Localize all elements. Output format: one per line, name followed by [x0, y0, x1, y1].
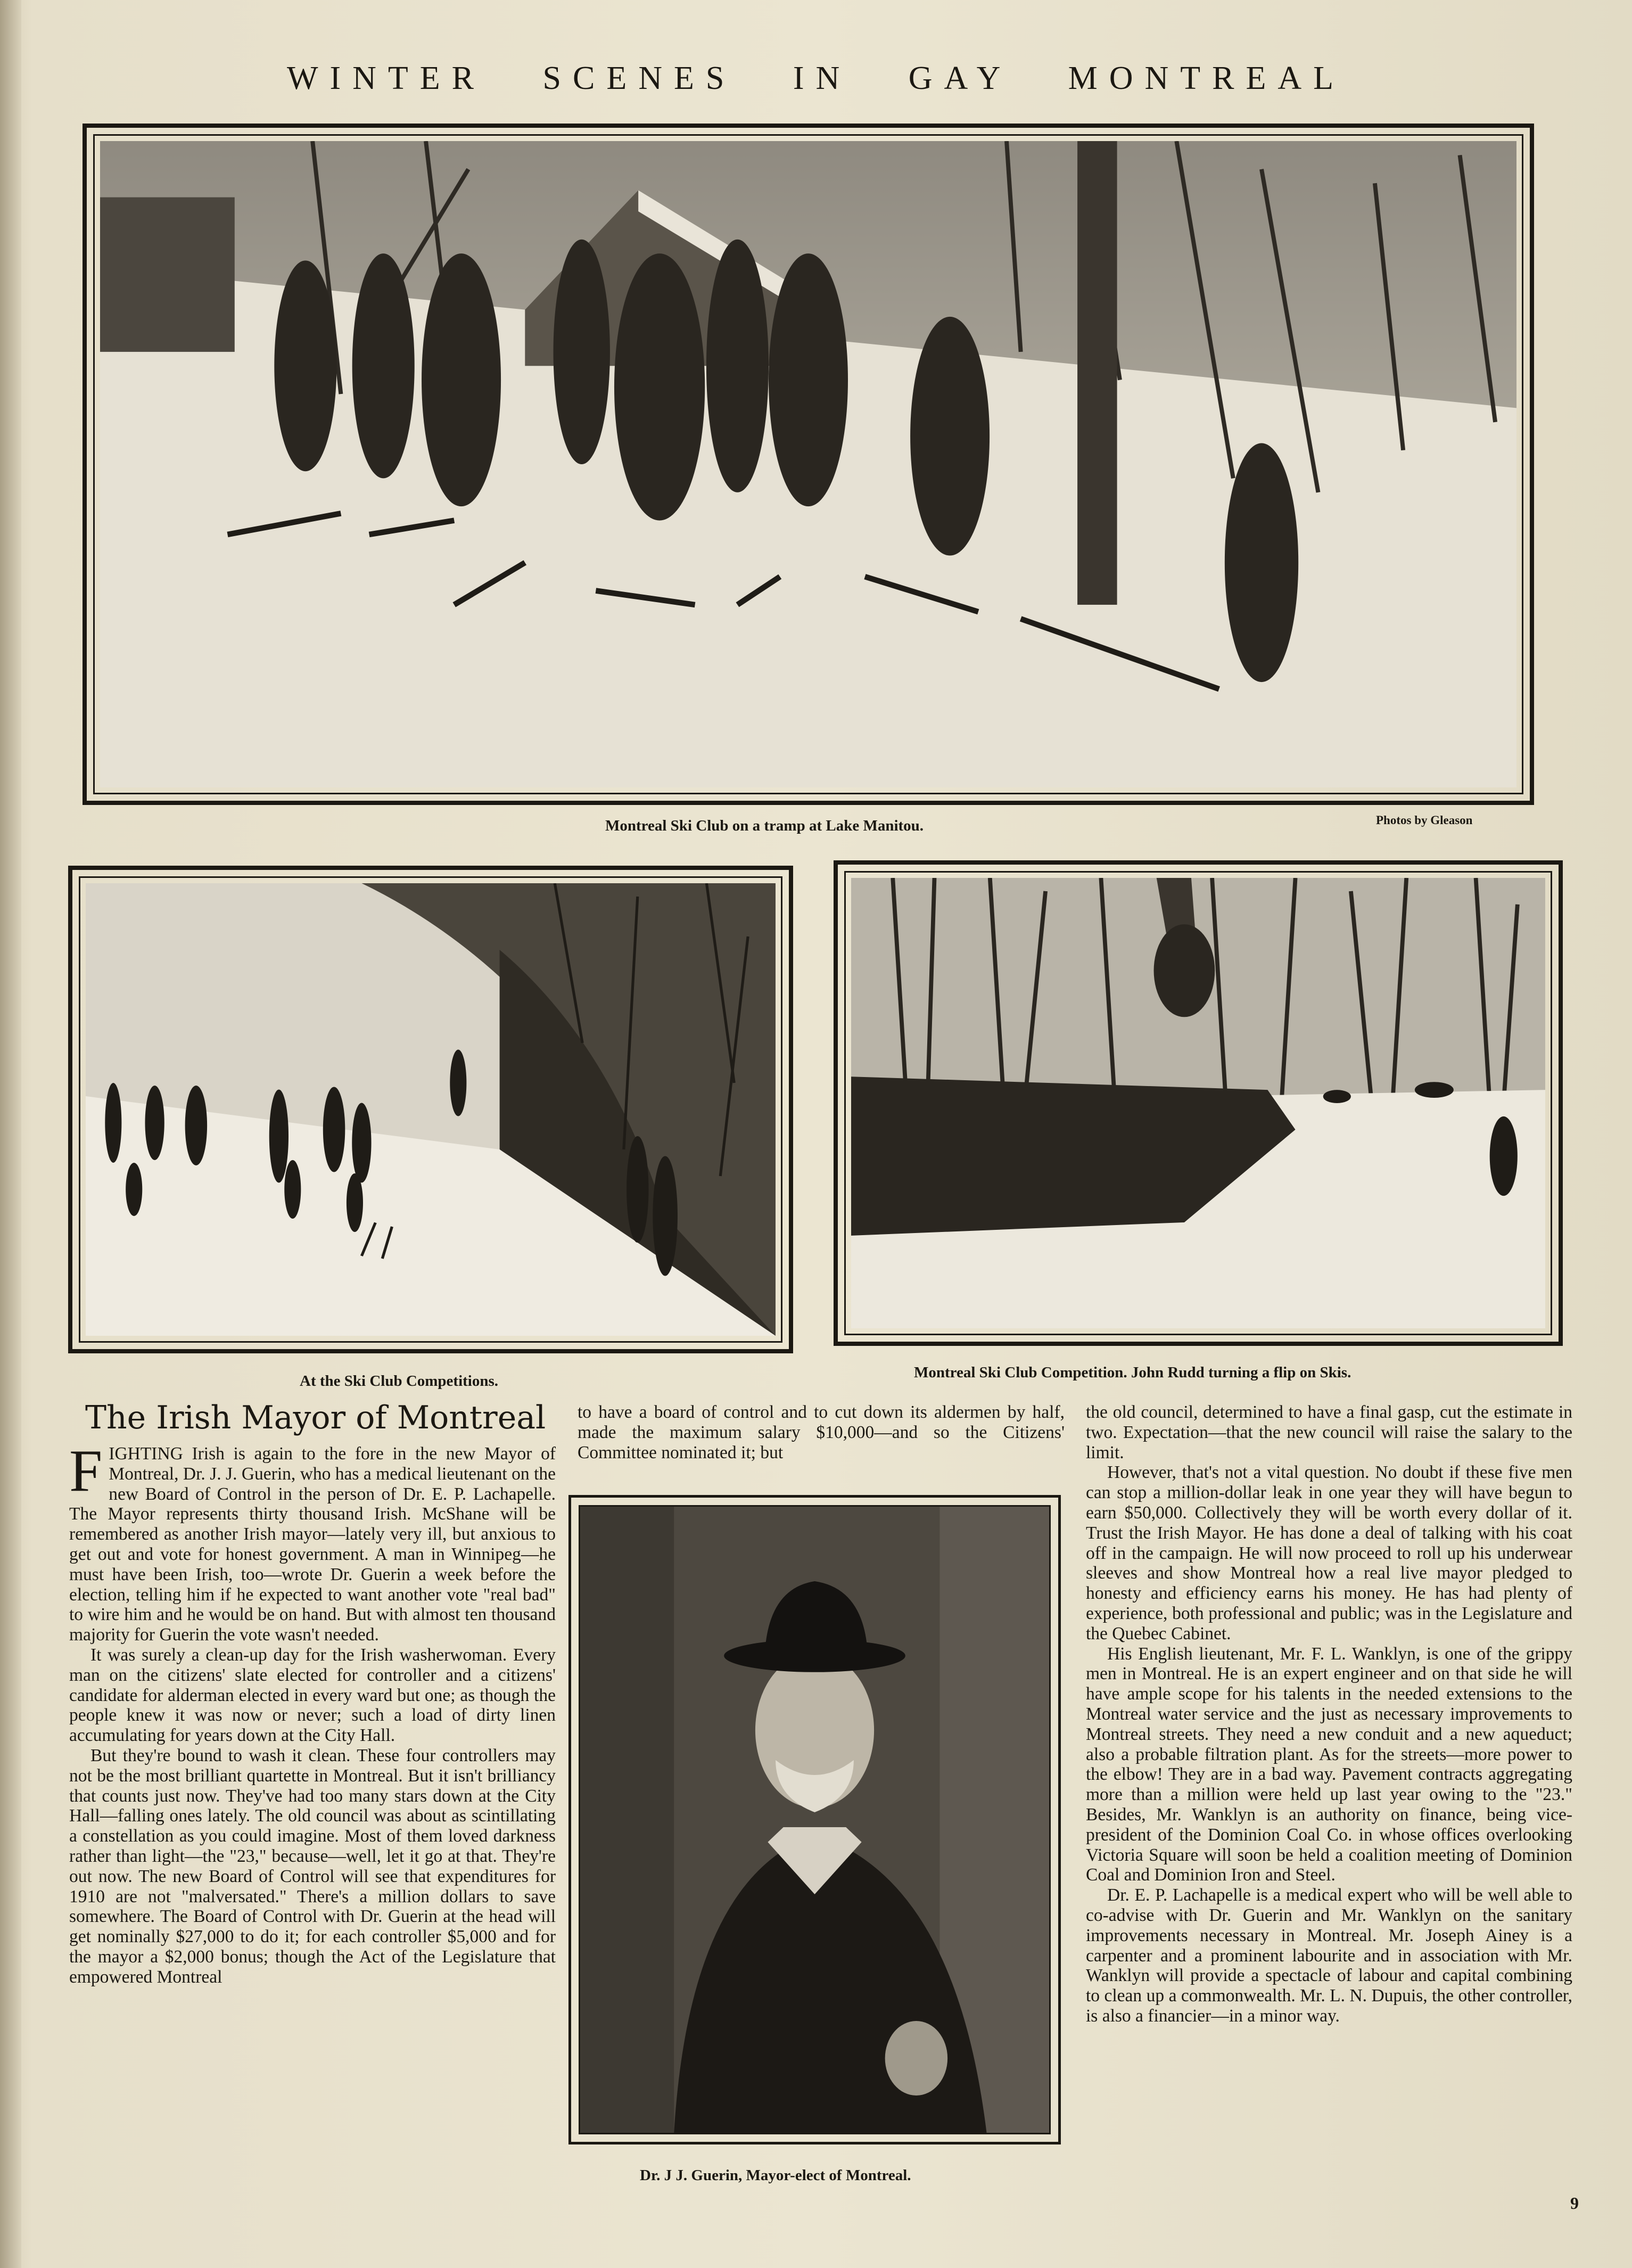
right-photo-caption: Montreal Ski Club Competition. John Rudd turning a flip on Skis.: [914, 1364, 1351, 1381]
article-column-3: [1086, 1402, 1572, 2026]
ski-club-tramp-photo: [100, 141, 1516, 787]
article-paragraph: the old council, determined to have a final gasp, cut the estimate in two. Expectation—that the new council will raise the salary to the limit.: [1086, 1402, 1572, 1462]
ski-flip-photo: [851, 878, 1545, 1328]
top-photo-frame: [83, 124, 1534, 805]
right-photo-frame: [834, 860, 1563, 1346]
portrait-frame: [568, 1495, 1061, 2144]
article-paragraph: It was surely a clean-up day for the Irish washerwoman. Every man on the citizens' slate elected for controller and a citizens' candidate for alderman elected in every ward but one; as though the people knew it was now or never; such a load of dirty linen accumulating for years down at the City Hall.: [69, 1645, 556, 1746]
article-title: The Irish Mayor of Montreal: [85, 1399, 546, 1436]
page-number: 9: [1570, 2193, 1579, 2213]
page-spine-shadow: [0, 0, 21, 2268]
article-column-2: [578, 1402, 1065, 1462]
article-paragraph: But they're bound to wash it clean. These four controllers may not be the most brilliant quartette in Montreal. But it isn't brilliancy that counts just now. They've had too many stars down at the City Hall—falling ones lately. The old council was about as scintillating a constellation as you could imagine. Most of them loved darkness rather than light—the "23," because—well, let it go at that. They're out now. The new Board of Control will see that expenditures for 1910 are not "malversated." There's a million dollars to save somewhere. The Board of Control with Dr. Guerin at the head will get nominally $27,000 to do it; for each controller $5,000 and for the mayor a $2,000 bonus; though the Act of the Legislature that empowered Montreal: [69, 1745, 556, 1987]
photo-credit: Photos by Gleason: [1376, 813, 1473, 827]
article-paragraph: His English lieutenant, Mr. F. L. Wanklyn, is one of the grippy men in Montreal. He is an expert engineer and on that side he will have ample scope for his talents in the needed extensions to the Montreal water service and the just as necessary improvements to Montreal streets. They need a new conduit and a new aqueduct; also a probable filtration plant. As for the streets—more power to the elbow! They are in a bad way. Pavement contracts aggregating more than a million were held up last year owing to the "23." Besides, Mr. Wanklyn is an authority on finance, being vice-president of the Dominion Coal Co. in whose offices overlooking Victoria Square will soon be held a coalition meeting of Dominion Coal and Dominion Iron and Steel.: [1086, 1644, 1572, 1885]
article-paragraph: to have a board of control and to cut down its aldermen by half, made the maximum salary $10,000—and so the Citizens' Committee nominated it; but: [578, 1402, 1065, 1462]
portrait-caption: Dr. J J. Guerin, Mayor-elect of Montreal.: [640, 2167, 911, 2184]
drop-cap: F: [69, 1438, 103, 1504]
article-paragraph: FIGHTING Irish is again to the fore in the new Mayor of Montreal, Dr. J. J. Guerin, who has a medical lieutenant on the new Board of Control in the person of Dr. E. P. Lachapelle. The Mayor represents thirty thousand Irish. McShane will be remembered as another Irish mayor—lately very ill, but anxious to get out and vote for honest government. A man in Winnipeg—he must have been Irish, too—wrote Dr. Guerin a week before the election, telling him if he expected to want another vote "real bad" to wire him and he would be on hand. But with almost ten thousand majority for Guerin the vote wasn't needed.: [69, 1438, 556, 1645]
top-photo-caption: Montreal Ski Club on a tramp at Lake Manitou.: [605, 817, 924, 834]
mayor-portrait-photo: [580, 1507, 1049, 2133]
left-photo-caption: At the Ski Club Competitions.: [300, 1373, 499, 1390]
article-column-1: [69, 1438, 556, 1987]
article-paragraph: However, that's not a vital question. No doubt if these five men can stop a million-dollar leak in one year they will have begun to earn $50,000. Collectively they will be worth every dollar of it. Trust the Irish Mayor. He has done a deal of talking with his coat off in the campaign. He will now proceed to roll up his underwear sleeves and show Montreal how a real live mayor pledged to honesty and efficiency earns his money. He has had plenty of experience, both professional and public; was in the Legislature and the Quebec Cabinet.: [1086, 1462, 1572, 1644]
article-paragraph: Dr. E. P. Lachapelle is a medical expert who will be well able to co-advise with Dr. Guerin and Mr. Wanklyn on the sanitary improvements necessary in Montreal. Mr. Joseph Ainey is a carpenter and a prominent labourite and in association with Mr. Wanklyn will provide a spectacle of labour and capital combining to clean up a commonwealth. Mr. L. N. Dupuis, the other controller, is also a financier—in a minor way.: [1086, 1885, 1572, 2026]
running-head: WINTER SCENES IN GAY MONTREAL: [286, 60, 1346, 96]
left-photo-frame: [68, 866, 793, 1353]
ski-competition-photo: [86, 883, 776, 1336]
